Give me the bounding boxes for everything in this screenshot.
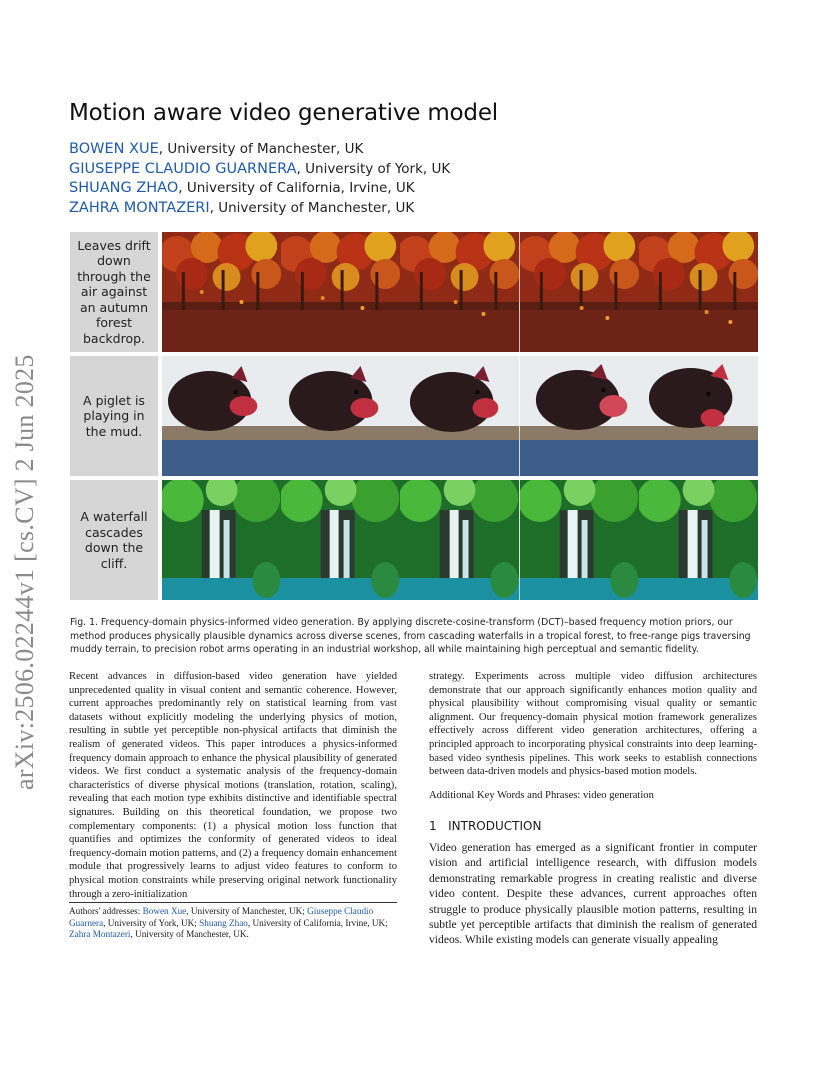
video-frame: [400, 480, 519, 600]
footnote-rule: [69, 902, 397, 903]
right-column: [429, 670, 757, 948]
keywords: Additional Key Words and Phrases: video generation: [429, 789, 654, 801]
frame-strip: [162, 232, 758, 352]
frame-strip: [162, 356, 758, 476]
footnote: Authors' addresses: Bowen Xue, University of Manchester, UK; Giuseppe Claudio Guarnera, University of York, UK; Shuang Zhao, University of California, Irvine, UK; Zahra Montazeri, University of Manchester, UK.: [69, 906, 388, 940]
video-frame: [281, 232, 400, 352]
author-list: [69, 140, 450, 218]
prompt-label: A waterfall cascades down the cliff.: [70, 480, 158, 600]
author-line: [69, 140, 450, 160]
author-name[interactable]: ZAHRA MONTAZERI: [69, 199, 210, 216]
author-affiliation: , University of Manchester, UK: [158, 141, 364, 157]
abstract-text: Recent advances in diffusion-based video generation have yielded unprecedented quality in visual content and semantic coherence. However, current approaches predominantly rely on statistical learning from vast datasets without explicitly modeling the underlying physics of motion, resulting in subtle yet perceptible non-physical artifacts that diminish the realism of generated videos. This paper introduces a physics-informed frequency domain approach to enhance the physical plausibility of generated videos. We first conduct a systematic analysis of the frequency-domain characteristics of diverse physical motions (translation, rotation, scaling), revealing that each motion type exhibits distinctive and identifiable spectral signatures. Building on this theoretical foundation, we propose two complementary components: (1) a physical motion loss function that quantifies and optimizes the conformity of generated videos to ideal frequency-domain motion patterns, and (2) a frequency domain enhancement module that progressively learns to adjust video features to conform to physical motion constraints while preserving original network functionality through a zero-initialization: [69, 671, 397, 900]
video-frame: [162, 480, 281, 600]
teaser-row-waterfall: [70, 480, 758, 600]
teaser-row-autumn: [70, 232, 758, 352]
author-affiliation: , University of California, Irvine, UK: [178, 180, 415, 196]
author-link[interactable]: Giuseppe Claudio Guarnera: [69, 906, 374, 928]
author-name[interactable]: GIUSEPPE CLAUDIO GUARNERA: [69, 160, 297, 177]
intro-text: Video generation has emerged as a significant frontier in computer vision and artificial intelligence research, with diffusion models demonstrating remarkable progress in creating realistic and diverse video content. Despite these advances, current approaches often struggle to produce physically plausible motion patterns, resulting in subtle yet perceptible artifacts that diminish the realism of generated videos. While existing models can generate visually appealing: [429, 840, 757, 947]
author-name[interactable]: SHUANG ZHAO: [69, 180, 179, 196]
figure-caption: Fig. 1. Frequency-domain physics-informed video generation. By applying discrete-cosine-transform (DCT)–based frequency motion priors, our method produces physically plausible dynamics across diverse scenes, from cascading waterfalls in a tropical forest, to free-range pigs traversing muddy terrain, to precision robot arms operating in an industrial workshop, all while maintaining high perceptual and semantic fidelity.: [70, 617, 751, 655]
author-link[interactable]: Zahra Montazeri: [69, 929, 131, 940]
video-frame: [520, 356, 639, 476]
author-link[interactable]: Bowen Xue: [142, 906, 187, 916]
author-name[interactable]: BOWEN XUE: [69, 141, 159, 157]
video-frame: [281, 480, 400, 600]
video-frame: [520, 480, 639, 600]
video-frame: [639, 232, 758, 352]
author-line: [69, 160, 450, 180]
author-line: [69, 199, 450, 219]
author-affiliation: , University of Manchester, UK: [209, 199, 415, 216]
abstract-left-column: [69, 670, 397, 901]
prompt-label: Leaves drift down through the air against an autumn forest backdrop.: [70, 232, 158, 352]
video-frame: [400, 356, 519, 476]
author-affiliation: , University of York, UK: [296, 160, 451, 177]
video-frame: [639, 356, 758, 476]
video-frame: [162, 356, 281, 476]
video-frame: [639, 480, 758, 600]
frame-strip: [162, 480, 758, 600]
author-line: [69, 179, 450, 199]
prompt-label: A piglet is playing in the mud.: [70, 356, 158, 476]
teaser-row-piglet: [70, 356, 758, 476]
video-frame: [400, 232, 519, 352]
paper-title: Motion aware video generative model: [69, 100, 498, 126]
video-frame: [281, 356, 400, 476]
arxiv-stamp: arXiv:2506.02244v1 [cs.CV] 2 Jun 2025: [10, 354, 39, 790]
author-link[interactable]: Shuang Zhao: [199, 917, 248, 928]
video-frame: [162, 232, 281, 352]
section-heading: 1 INTRODUCTION: [429, 819, 542, 834]
abstract-text-continued: strategy. Experiments across multiple video diffusion architectures demonstrate that our approach significantly enhances motion quality and physical plausibility without compromising visual quality or semantic alignment. Our frequency-domain physical motion framework generalizes effectively across different video generation architectures, offering a principled approach to incorporating physical constraints into deep learning-based video synthesis pipelines. This work seeks to establish connections between data-driven models and physics-based motion models.: [429, 671, 757, 778]
video-frame: [520, 232, 639, 352]
